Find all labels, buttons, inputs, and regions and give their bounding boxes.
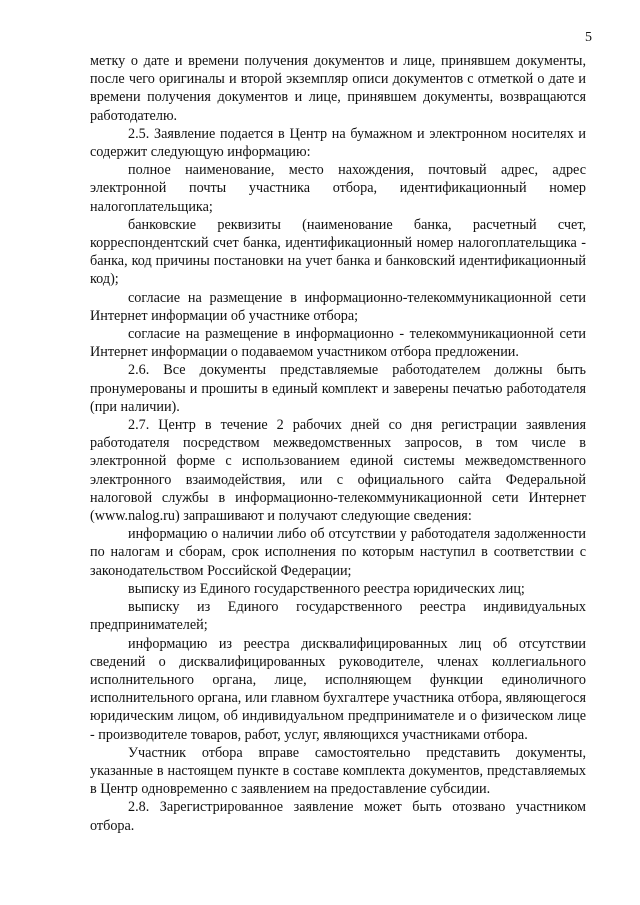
page-number: 5 [585,30,592,45]
paragraph: 2.5. Заявление подается в Центр на бумажном и электронном носителях и содержит следующую информацию: [90,125,586,161]
paragraph: 2.7. Центр в течение 2 рабочих дней со дня регистрации заявления работодателя посредством межведомственных запросов, в том числе в электронной форме с использованием единой системы межведомственного электронного взаимодействия, или с официального сайта Федеральной налоговой службы в информационно-телекоммуникационной сети Интернет (www.nalog.ru) запрашивают и получают следующие сведения: [90,417,586,525]
paragraph: банковские реквизиты (наименование банка, расчетный счет, корреспондентский счет банка, идентификационный номер налогоплательщика - банка, код причины постановки на учет банка и банковский идентификационный код); [90,216,586,288]
paragraph: выписку из Единого государственного реестра юридических лиц; [128,580,525,597]
paragraph: 2.8. Зарегистрированное заявление может быть отозвано участником отбора. [90,799,586,834]
paragraph: согласие на размещение в информационно - телекоммуникационной сети Интернет информации о подаваемом участником отбора предложении. [90,326,586,361]
paragraph: выписку из Единого государственного реестра индивидуальных предпринимателей; [90,599,586,634]
document-body [90,52,586,835]
paragraph: 2.6. Все документы представляемые работодателем должны быть пронумерованы и прошиты в единый комплект и заверены печатью работодателя (при наличии). [90,362,586,415]
paragraph: Участник отбора вправе самостоятельно представить документы, указанные в настоящем пункте в составе комплекта документов, представляемых в Центр одновременно с заявлением на предоставление субсидии. [90,744,586,798]
paragraph: согласие на размещение в информационно-телекоммуникационной сети Интернет информации об участнике отбора; [90,289,586,324]
paragraph: полное наименование, место нахождения, почтовый адрес, адрес электронной почты участника отбора, идентификационный номер налогоплательщика; [90,162,586,215]
paragraph: метку о дате и времени получения документов и лице, принявшем документы, после чего оригиналы и второй экземпляр описи документов с отметкой о дате и времени получения документов и лице, принявшем документы, возвращаются работодателю. [90,53,586,124]
paragraph: информацию о наличии либо об отсутствии у работодателя задолженности по налогам и сборам, срок исполнения по которым наступил в соответствии с законодательством Российской Федерации; [90,526,586,579]
paragraph: информацию из реестра дисквалифицированных лиц об отсутствии сведений о дисквалифицированных руководителе, членах коллегиального исполнительного органа, лице, исполняющем функции единоличного исполнительного органа, или главном бухгалтере участника отбора, являющегося юридическим лицом, об индивидуальном предпринимателе и о физическом лице - производителе товаров, работ, услуг, являющихся участниками отбора. [90,635,586,743]
